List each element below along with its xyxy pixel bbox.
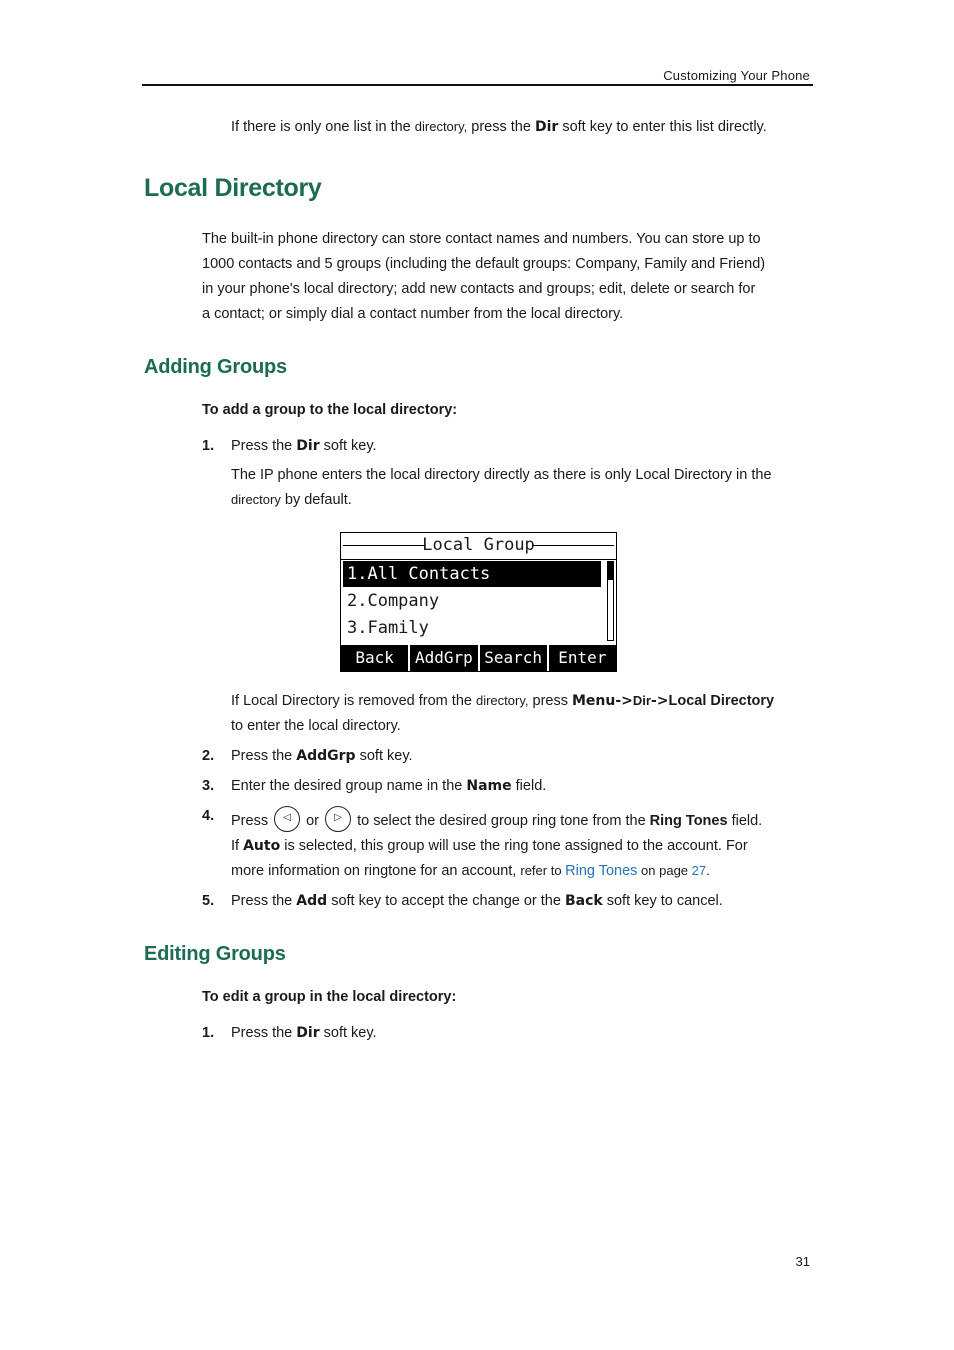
- removed-note-small: directory,: [475, 693, 529, 708]
- auto-key: Auto: [243, 838, 281, 854]
- step-1-text: [231, 438, 377, 454]
- edit-step-1-text: [231, 1025, 377, 1041]
- step-3-number: 3.: [202, 778, 215, 794]
- step-4-note-line-2: [231, 863, 710, 879]
- step-3-post: field.: [511, 778, 547, 794]
- line-end-period: .: [706, 863, 710, 878]
- step-5-number: 5.: [202, 893, 215, 909]
- step-5-mid: soft key to accept the change or the: [327, 893, 565, 909]
- step-2-post: soft key.: [355, 748, 413, 764]
- softkey-search[interactable]: Search: [480, 645, 549, 671]
- step-1-pre: Press the: [231, 438, 297, 454]
- screen-row-all-contacts[interactable]: 1.All Contacts: [343, 561, 601, 587]
- step-4-note-line-1: [231, 838, 748, 854]
- removed-note-line-2: to enter the local directory.: [231, 718, 401, 734]
- screen-scrollbar-thumb[interactable]: [608, 562, 613, 580]
- local-directory-line-1: The built-in phone directory can store contact names and numbers. You can store up to: [202, 231, 761, 247]
- local-directory-line-3: in your phone's local directory; add new contacts and groups; edit, delete or search for: [202, 281, 756, 297]
- left-navigation-key-icon: [274, 806, 300, 832]
- left-arrow-glyph: ◁: [283, 812, 291, 823]
- step-4-key: Ring Tones: [649, 812, 728, 829]
- procedure-add-group: To add a group to the local directory:: [202, 402, 458, 418]
- step-3-pre: Enter the desired group name in the: [231, 778, 467, 794]
- softkey-back[interactable]: Back: [341, 645, 410, 671]
- step-5-pre: Press the: [231, 893, 297, 909]
- phone-screen: [340, 532, 617, 672]
- intro-mid: press the: [467, 119, 535, 135]
- procedure-edit-group: To edit a group in the local directory:: [202, 989, 457, 1005]
- right-arrow-glyph: ▷: [334, 812, 342, 823]
- removed-note-pre: If Local Directory is removed from the: [231, 693, 476, 709]
- intro-text: If there is only one list in the: [231, 119, 415, 135]
- back-key: Back: [564, 893, 603, 909]
- heading-local-directory: Local Directory: [144, 174, 322, 202]
- step-1-note-line-1: The IP phone enters the local directory directly as there is only Local Directory in the: [231, 467, 772, 483]
- arrow-2: ->: [650, 693, 669, 709]
- step-4-pre: Press: [231, 812, 273, 829]
- step-2-pre: Press the: [231, 748, 297, 764]
- step-1-number: 1.: [202, 438, 215, 454]
- running-header: Customizing Your Phone: [663, 68, 810, 83]
- step-4-note-pre: If: [231, 838, 244, 854]
- edit-step-1-post: soft key.: [319, 1025, 377, 1041]
- removed-note-mid: press: [528, 693, 572, 709]
- screen-title: Local Group: [341, 533, 616, 557]
- screen-title-rule: [341, 559, 616, 560]
- removed-note-line-1: [231, 693, 774, 709]
- heading-adding-groups: Adding Groups: [144, 356, 287, 378]
- local-directory-line-2: 1000 contacts and 5 groups (including the default groups: Company, Family and Friend): [202, 256, 766, 272]
- dir-path: Dir: [632, 693, 651, 708]
- step-1-post: soft key.: [319, 438, 377, 454]
- step-3-text: [231, 778, 546, 794]
- step-4-text: [231, 808, 762, 834]
- step-1-note-small: directory: [231, 492, 281, 507]
- intro-line: [231, 119, 767, 135]
- on-page-text: on page: [637, 863, 692, 878]
- local-directory-line-4: a contact; or simply dial a contact number from the local directory.: [202, 306, 624, 322]
- arrow-1: ->: [615, 693, 633, 709]
- heading-editing-groups: Editing Groups: [144, 943, 286, 965]
- page-27-link[interactable]: 27: [691, 863, 707, 878]
- step-1-note-rest: by default.: [280, 492, 352, 508]
- dir-key-label: Dir: [534, 119, 559, 135]
- header-rule: [142, 84, 813, 86]
- page-number: 31: [795, 1254, 810, 1269]
- screen-scrollbar[interactable]: [607, 561, 614, 641]
- refer-to-text: refer to: [520, 863, 566, 878]
- right-navigation-key-icon: [325, 806, 351, 832]
- ring-tones-link[interactable]: Ring Tones: [565, 863, 638, 879]
- screen-row-company[interactable]: 2.Company: [347, 591, 440, 611]
- step-5-post: soft key to cancel.: [602, 893, 723, 909]
- step-2-key: AddGrp: [296, 748, 356, 764]
- step-4-end: field.: [727, 812, 763, 829]
- intro-small: directory,: [414, 119, 468, 134]
- step-4-post: to select the desired group ring tone from the: [353, 812, 650, 829]
- edit-step-1-number: 1.: [202, 1025, 215, 1041]
- local-directory-path: Local Directory: [668, 693, 775, 709]
- step-3-key: Name: [466, 778, 512, 794]
- step-2-text: [231, 748, 413, 764]
- softkey-enter[interactable]: Enter: [558, 648, 607, 667]
- step-5-text: [231, 893, 723, 909]
- step-4-note-post: is selected, this group will use the ring tone assigned to the account. For: [280, 838, 748, 854]
- edit-step-1-key: Dir: [296, 1025, 320, 1041]
- intro-end: soft key to enter this list directly.: [558, 119, 767, 135]
- step-1-note-line-2: [231, 492, 352, 508]
- step-4-number: 4.: [202, 808, 215, 824]
- step-4-note-line2-pre: more information on ringtone for an account,: [231, 863, 521, 879]
- menu-key: Menu: [572, 693, 616, 709]
- screen-row-family[interactable]: 3.Family: [347, 618, 429, 638]
- softkey-addgrp[interactable]: AddGrp: [410, 645, 479, 671]
- edit-step-1-pre: Press the: [231, 1025, 297, 1041]
- softkey-bar: [341, 645, 616, 671]
- add-key: Add: [296, 893, 328, 909]
- step-4-or: or: [302, 812, 324, 829]
- step-2-number: 2.: [202, 748, 215, 764]
- step-1-key: Dir: [296, 438, 320, 454]
